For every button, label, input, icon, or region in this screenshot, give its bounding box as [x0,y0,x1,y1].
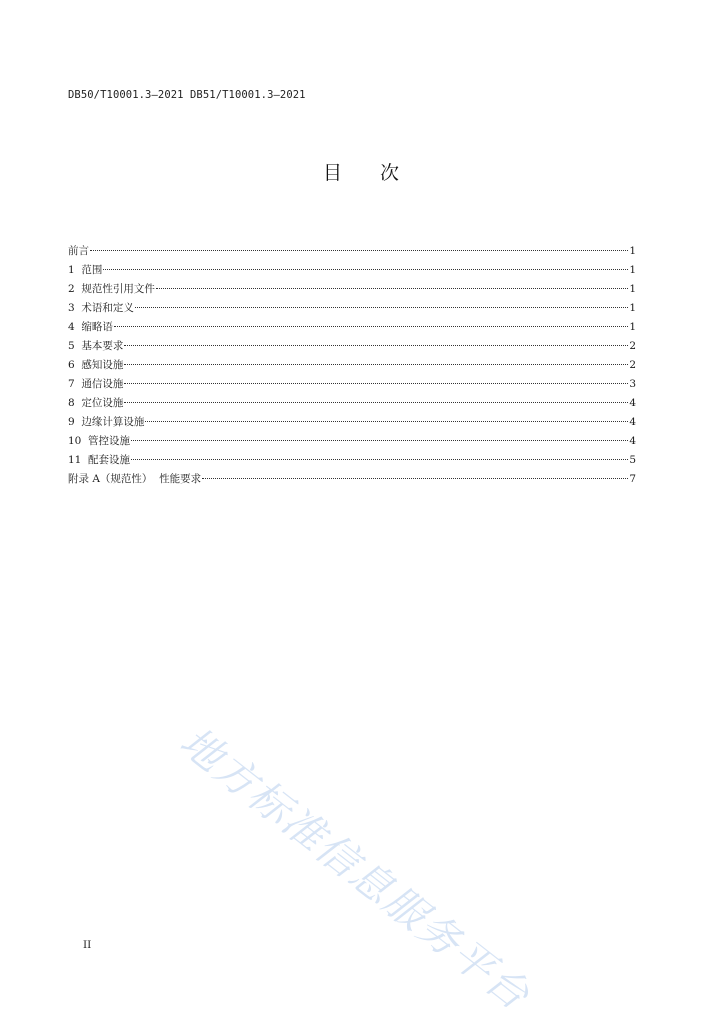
toc-leader-dots [114,326,628,327]
toc-entry-page: 7 [629,473,636,485]
toc-entry-label: 4 缩略语 [68,321,113,333]
toc-entry-label: 9 边缘计算设施 [68,416,145,428]
toc-entry-page: 4 [629,416,636,428]
toc-entry-label: 3 术语和定义 [68,302,134,314]
toc-entry-page: 1 [629,283,636,295]
toc-entry-page: 5 [629,454,636,466]
toc-leader-dots [90,250,628,251]
page-number: II [83,939,92,951]
toc-entry-label: 11 配套设施 [68,454,131,466]
toc-entry[interactable] [68,375,636,394]
toc-entry-label: 10 管控设施 [68,435,131,447]
toc-entry-page: 1 [629,245,636,257]
toc-entry-page: 2 [629,359,636,371]
toc-entry[interactable] [68,261,636,280]
toc-entry[interactable] [68,394,636,413]
toc-entry-label: 6 感知设施 [68,359,124,371]
toc-leader-dots [202,478,628,479]
toc-entry-page: 4 [629,397,636,409]
toc-leader-dots [131,459,628,460]
toc-entry-label: 8 定位设施 [68,397,124,409]
toc-entry-label: 前言 [68,245,89,257]
toc-entry[interactable] [68,318,636,337]
table-of-contents [68,242,636,489]
toc-leader-dots [124,364,628,365]
toc-leader-dots [156,288,628,289]
toc-entry[interactable] [68,280,636,299]
toc-entry[interactable] [68,337,636,356]
toc-entry-page: 3 [629,378,636,390]
toc-entry-label: 1 范围 [68,264,103,276]
toc-entry[interactable] [68,470,636,489]
toc-entry-page: 2 [629,340,636,352]
toc-entry[interactable] [68,299,636,318]
toc-leader-dots [124,345,628,346]
toc-leader-dots [124,402,628,403]
toc-leader-dots [135,307,628,308]
toc-entry-page: 1 [629,264,636,276]
page-title: 目 次 [322,162,416,184]
toc-leader-dots [124,383,628,384]
toc-entry-label: 2 规范性引用文件 [68,283,155,295]
toc-entry[interactable] [68,451,636,470]
toc-entry[interactable] [68,356,636,375]
toc-entry-label: 5 基本要求 [68,340,124,352]
toc-entry-label: 附录 A（规范性） 性能要求 [68,473,202,485]
toc-entry-label: 7 通信设施 [68,378,124,390]
toc-leader-dots [103,269,628,270]
toc-entry[interactable] [68,413,636,432]
toc-entry-page: 1 [629,321,636,333]
toc-leader-dots [131,440,628,441]
document-header-codes: DB50/T10001.3—2021 DB51/T10001.3—2021 [68,89,306,101]
toc-leader-dots [145,421,628,422]
toc-entry[interactable] [68,432,636,451]
toc-entry[interactable] [68,242,636,261]
toc-entry-page: 1 [629,302,636,314]
watermark-text: 地方标准信息服务平台 [171,717,540,1020]
toc-entry-page: 4 [629,435,636,447]
